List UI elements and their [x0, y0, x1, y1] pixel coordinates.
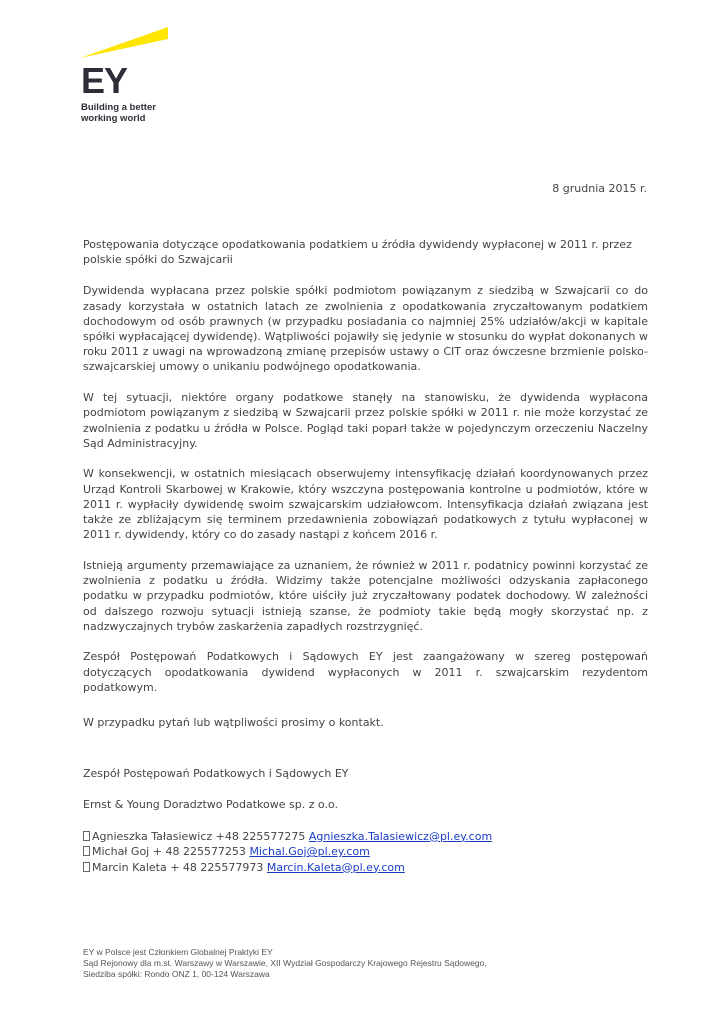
- logo-wordmark: EY: [81, 60, 128, 101]
- contact-item: [83, 860, 648, 876]
- contact-email-link[interactable]: Agnieszka.Talasiewicz@pl.ey.com: [308, 829, 493, 843]
- paragraph-5: Zespół Postępowań Podatkowych i Sądowych EY jest zaangażowany w szereg postępowań dotyczących opodatkowania dywidend wypłaconych w 2011 r. szwajcarskim rezydentom podatkowym.: [83, 650, 648, 694]
- footer-line-3: Siedziba spółki: Rondo ONZ 1, 00-124 Warszawa: [83, 969, 270, 979]
- tagline-line-2: working world: [81, 112, 146, 124]
- paragraph-3: W konsekwencji, w ostatnich miesiącach obserwujemy intensyfikację działań koordynowanych przez Urząd Kontroli Skarbowej w Krakowie, który wszczyna postępowania kontrolne u podmiotów, które w 2011 r. wypłaciły dywidendę swoim szwajcarskim udziałowcom. Intensyfikacja działań związana jest także ze zbliżającym się terminem przedawnienia zobowiązań podatkowych z tytułu wypłaconej w 2011 r. dywidendy, który co do zasady nastąpi z końcem 2016 r.: [83, 467, 648, 542]
- phone-icon: [83, 831, 90, 841]
- paragraph-1: Dywidenda wypłacana przez polskie spółki podmiotom powiązanym z siedzibą w Szwajcarii co do zasady korzystała w ostatnich latach ze zwolnienia z opodatkowania zryczałtowanym podatkiem dochodowym od osób prawnych (w przypadku posiadania co najmniej 25% udziałów/akcji w kapitale spółki wypłacającej dywidendę). Wątpliwości pojawiły się jedynie w stosunku do wypłat dokonanych w roku 2011 z uwagi na wprowadzoną zmianę przepisów ustawy o CIT oraz ówczesne brzmienie polsko-szwajcarskiej umowy o unikaniu podwójnego opodatkowania.: [83, 284, 648, 374]
- footer-line-2: Sąd Rejonowy dla m.st. Warszawy w Warszawie, XII Wydział Gospodarczy Krajowego Rejestru Sądowego,: [83, 958, 487, 968]
- phone-icon: [83, 846, 90, 856]
- tagline-line-1: Building a better: [81, 102, 156, 113]
- contact-email-link[interactable]: Michal.Goj@pl.ey.com: [249, 845, 370, 859]
- contact-text: Michał Goj + 48 225577253: [92, 845, 250, 859]
- contact-item: [83, 829, 648, 845]
- signature-team: Zespół Postępowań Podatkowych i Sądowych EY: [83, 767, 349, 781]
- contact-text: Agnieszka Tałasiewicz +48 225577275: [92, 829, 309, 843]
- footer-line-1: EY w Polsce jest Członkiem Globalnej Praktyki EY: [83, 947, 273, 957]
- paragraph-2: W tej sytuacji, niektóre organy podatkowe stanęły na stanowisku, że dywidenda wypłacona podmiotom powiązanym z siedzibą w Szwajcarii przez polskie spółki w 2011 r. nie może korzystać ze zwolnienia z podatku u źródła w Polsce. Pogląd taki poparł także w pojedynczym orzeczeniu Naczelny Sąd Administracyjny.: [83, 391, 648, 450]
- ey-logo: [80, 25, 180, 130]
- contact-text: Marcin Kaleta + 48 225577973: [92, 860, 267, 874]
- logo-beam-icon: [80, 25, 170, 61]
- letter-date: 8 grudnia 2015 r.: [552, 182, 647, 195]
- logo-tagline: [81, 103, 156, 124]
- letter-body: [83, 237, 648, 875]
- contact-list: [83, 829, 648, 876]
- contact-item: [83, 844, 648, 860]
- closing-line: W przypadku pytań lub wątpliwości prosimy o kontakt.: [83, 716, 384, 730]
- phone-icon: [83, 862, 90, 872]
- page-footer: [83, 947, 487, 980]
- contact-email-link[interactable]: Marcin.Kaleta@pl.ey.com: [266, 860, 405, 874]
- paragraph-4: Istnieją argumenty przemawiające za uznaniem, że również w 2011 r. podatnicy powinni korzystać ze zwolnienia z podatku u źródła. Widzimy także potencjalne możliwości odzyskania zapłaconego podatku w przypadku podmiotów, które uiściły już zryczałtowany podatek dochodowy. W zależności od dalszego rozwoju sytuacji istnieją szanse, że podmioty takie będą mogły skorzystać np. z nadzwyczajnych trybów zaskarżenia zapadłych rozstrzygnięć.: [83, 558, 648, 633]
- letter-title: Postępowania dotyczące opodatkowania podatkiem u źródła dywidendy wypłaconej w 2011 r. przez polskie spółki do Szwajcarii: [83, 238, 632, 267]
- signature-company: Ernst & Young Doradztwo Podatkowe sp. z o.o.: [83, 798, 339, 812]
